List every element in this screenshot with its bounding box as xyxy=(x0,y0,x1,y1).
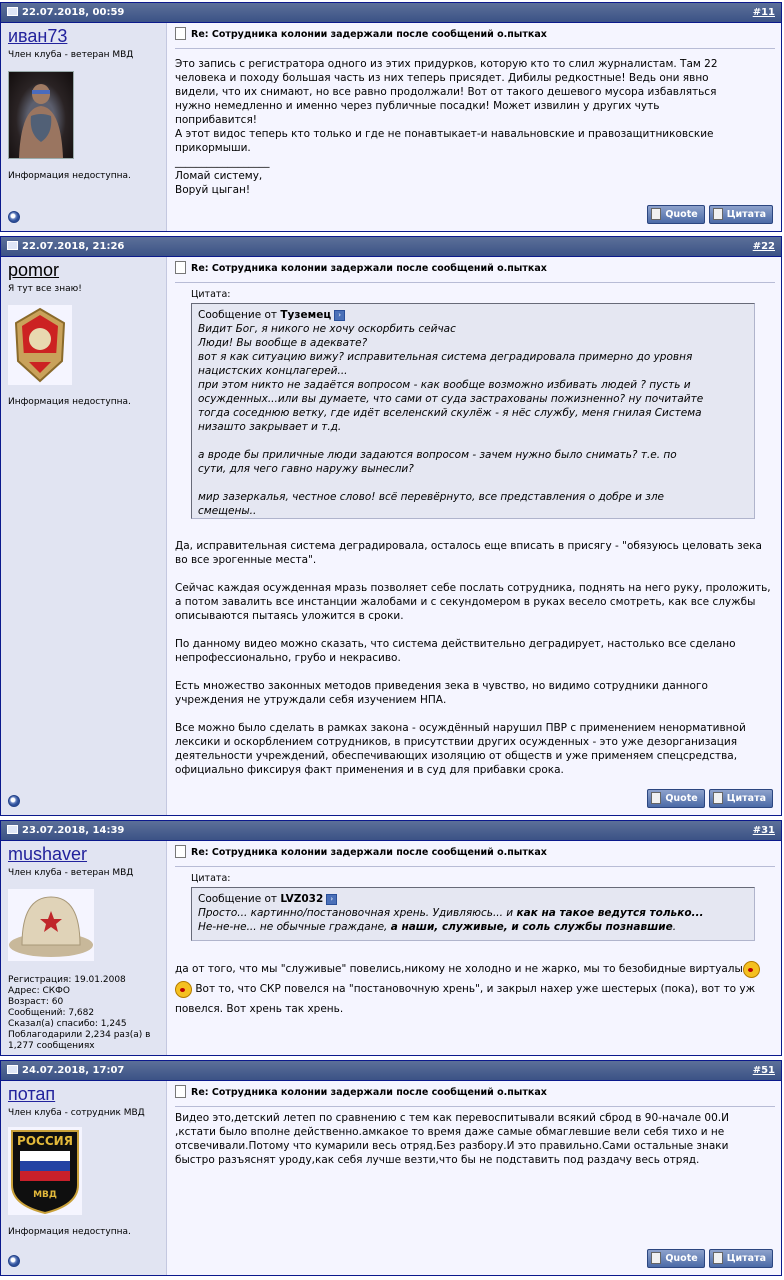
quote-line: низашто закрывает и т.д. xyxy=(198,421,342,433)
post-message xyxy=(175,539,771,791)
post-title: Re: Сотрудника колонии задержали после сообщений о.пытках xyxy=(175,846,547,859)
message-paragraph: Сейчас каждая осужденная мразь позволяет себе послать сотрудника, поднять на него руку, проложить, а потом завалить все инстанции жалобами и с секундомером в руках весело смотреть, как все службы описываются пытаясь уложится в сроки. xyxy=(175,582,771,622)
smiley-icon xyxy=(175,981,192,998)
quote-line xyxy=(198,476,748,490)
message-count: Сообщений: 7,682 xyxy=(8,1008,95,1018)
post-header xyxy=(1,237,781,257)
post-message: Видео это,детский летеп по сравнению с тем как перевоспитывали всякий сброд в 90-начале 00.И ,кстати было вполне действенно.амкакое то время даже самые обмаглевшие вели себя тихо и не отсвечивали.Потому что кумарили весь отряд.Без разбору.И это правильно.Сами остальные знаки быстро разъяснят уроду,как себя лучше везти,что бы не подставить под раздачу весь отряд. xyxy=(175,1112,729,1166)
user-stats xyxy=(8,975,150,1052)
user-panel xyxy=(1,1081,167,1275)
divider xyxy=(175,1106,775,1107)
user-panel xyxy=(1,257,167,815)
message-line: видели, что их снимают, но все равно продолжали! Вот от такого дешевого мусора избавляться xyxy=(175,86,717,98)
post-actions xyxy=(643,205,773,224)
user-title: Я тут все знаю! xyxy=(8,284,82,294)
post-date: 22.07.2018, 00:59 xyxy=(22,7,125,18)
signature-line: Ломай систему, xyxy=(175,170,263,182)
post-date: 23.07.2018, 14:39 xyxy=(22,825,125,836)
user-title: Член клуба - ветеран МВД xyxy=(8,868,134,878)
message-paragraph: Да, исправительная система деградировала, осталось еще вписать в присягу - "обязуюсь целовать зека во все эрогенные места". xyxy=(175,540,762,566)
post-message xyxy=(175,57,771,197)
citation-button[interactable]: Цитата xyxy=(709,789,773,808)
divider xyxy=(175,866,775,867)
quote-line xyxy=(198,434,748,448)
citation-icon xyxy=(713,208,723,220)
smiley-icon xyxy=(743,961,760,978)
multi-quote-button[interactable]: Quote xyxy=(647,1249,704,1268)
multi-quote-button[interactable]: Quote xyxy=(647,205,704,224)
citation-icon xyxy=(713,1252,723,1264)
post-icon xyxy=(7,7,18,16)
user-title: Член клуба - ветеран МВД xyxy=(8,50,134,60)
thanks-given: Сказал(а) спасибо: 1,245 xyxy=(8,1019,127,1029)
user-info: Информация недоступна. xyxy=(8,1227,131,1237)
post-number-link[interactable]: #11 xyxy=(752,7,775,18)
message-paragraph: Все можно было сделать в рамках закона - осуждённый нарушил ПВР с применением ненормативной лексики и оскорблением сотрудников, в присутствии других осужденных - это уже дезорганизация деятельности учреждений, обеспечивающих изоляцию от обществ и уже применяем спецсредства, официально фиксируя факт применения и в суд для прибавки срока. xyxy=(175,722,746,776)
username-link[interactable]: pomor xyxy=(8,260,60,280)
message-paragraph: Есть множество законных методов приведения зека в чувство, но видимо сотрудники данного учреждения не утруждали себя изучением НПА. xyxy=(175,680,708,706)
quote-line: мир зазеркалья, честное слово! всё перевёрнуто, все представления о добре и зле xyxy=(198,491,664,503)
quote-line: сути, для чего гавно наружу вынесли? xyxy=(198,463,414,475)
post-actions xyxy=(643,789,773,808)
quote-icon xyxy=(651,792,661,804)
avatar-image xyxy=(9,72,73,158)
post-11 xyxy=(0,2,782,232)
quote-line: смещены.. xyxy=(198,505,257,517)
view-post-icon[interactable]: › xyxy=(334,310,345,321)
post-date: 22.07.2018, 21:26 xyxy=(22,241,125,252)
post-icon xyxy=(7,825,18,834)
message-line: поприбавится! xyxy=(175,114,257,126)
quote-label: Цитата: xyxy=(191,873,231,884)
quote-block xyxy=(191,303,755,519)
divider xyxy=(175,48,775,49)
message-line: прикормыши. xyxy=(175,142,251,154)
quote-line: Люди! Вы вообще в адеквате? xyxy=(198,337,368,349)
registration-date: Регистрация: 19.01.2008 xyxy=(8,975,126,985)
divider xyxy=(175,282,775,283)
post-title: Re: Сотрудника колонии задержали после сообщений о.пытках xyxy=(175,262,547,275)
user-address: Адрес: СКФО xyxy=(8,986,70,996)
post-icon xyxy=(7,241,18,250)
avatar[interactable] xyxy=(8,71,74,159)
signature-separator: __________________ xyxy=(175,156,270,168)
document-icon xyxy=(175,27,186,40)
quote-label: Цитата: xyxy=(191,289,231,300)
message-line: А этот видос теперь кто только и где не понавтыкает-и навальновские и правозащитниковские xyxy=(175,128,714,140)
mvd-patch-image xyxy=(8,1127,82,1215)
badge-image xyxy=(8,305,72,385)
svg-text:МВД: МВД xyxy=(33,1190,57,1200)
post-header xyxy=(1,1061,781,1081)
quote-line: тогда соседнюю ветку, где идёт вселенский скулёж - я нёс службу, меня гнилая Система xyxy=(198,407,702,419)
post-content xyxy=(167,257,781,815)
post-header xyxy=(1,3,781,23)
multi-quote-button[interactable]: Quote xyxy=(647,789,704,808)
quote-line: Просто... картинно/постановочная хрень. Удивляюсь... и как на такое ведутся только... xyxy=(198,907,704,919)
post-title: Re: Сотрудника колонии задержали после сообщений о.пытках xyxy=(175,28,547,41)
user-info: Информация недоступна. xyxy=(8,397,131,407)
post-actions xyxy=(643,1249,773,1268)
post-content xyxy=(167,1081,781,1275)
online-status-icon xyxy=(8,795,20,807)
quote-line: при этом никто не задаётся вопросом - как вообще возможно избивать людей ? пусть и xyxy=(198,379,691,391)
quote-line: а вроде бы приличные люди задаются вопросом - зачем нужно было снимать? т.е. по xyxy=(198,449,677,461)
post-number-link[interactable]: #51 xyxy=(752,1065,775,1076)
avatar[interactable] xyxy=(8,889,94,961)
online-status-icon xyxy=(8,211,20,223)
message-line: Это запись с регистратора одного из этих придурков, которую кто то слил журналистам. Там 22 xyxy=(175,58,718,70)
quote-block xyxy=(191,887,755,941)
user-panel xyxy=(1,23,167,231)
message-line: нужно немедленно и именно через публичные посадки! Может извилин у других чуть xyxy=(175,100,660,112)
quote-line: вот я как ситуацию вижу? исправительная система деградировала примерно до уровня xyxy=(198,351,693,363)
quote-icon xyxy=(651,208,661,220)
document-icon xyxy=(175,1085,186,1098)
avatar[interactable] xyxy=(8,1127,82,1215)
username-link[interactable]: mushaver xyxy=(8,844,88,864)
message-line: человека и походу большая часть из них теперь присядет. Дибилы редкостные! Ведь они явно xyxy=(175,72,709,84)
quote-line: Видит Бог, я никого не хочу оскорбить сейчас xyxy=(198,323,456,335)
post-51 xyxy=(0,1060,782,1276)
online-status-icon xyxy=(8,1255,20,1267)
user-age: Возраст: 60 xyxy=(8,997,64,1007)
document-icon xyxy=(175,261,186,274)
quote-line: осужденных...или вы думаете, что сами от суда застрахованы пожизненно? ну почитайте xyxy=(198,393,704,405)
post-date: 24.07.2018, 17:07 xyxy=(22,1065,125,1076)
post-31 xyxy=(0,820,782,1056)
post-icon xyxy=(7,1065,18,1074)
document-icon xyxy=(175,845,186,858)
username-link[interactable]: потап xyxy=(8,1084,56,1104)
citation-button[interactable]: Цитата xyxy=(709,205,773,224)
post-header xyxy=(1,821,781,841)
quote-icon xyxy=(651,1252,661,1264)
signature-line: Воруй цыган! xyxy=(175,184,251,196)
thanks-received-posts: 1,277 сообщениях xyxy=(8,1041,95,1051)
quote-line: нацистских концлагерей... xyxy=(198,365,348,377)
avatar[interactable] xyxy=(8,305,72,385)
helmet-image xyxy=(8,889,94,961)
message-paragraph: По данному видео можно сказать, что система действительно деградирует, настолько все сделано непрофессионально, грубо и некрасиво. xyxy=(175,638,736,664)
post-number-link[interactable]: #31 xyxy=(752,825,775,836)
post-content xyxy=(167,23,781,231)
quote-source: Сообщение от LVZ032 › xyxy=(198,892,748,906)
quote-line: Не-не-не... не обычные граждане, а наши, служивые, и соль службы познавшие. xyxy=(198,921,677,933)
citation-button[interactable]: Цитата xyxy=(709,1249,773,1268)
post-number-link[interactable]: #22 xyxy=(752,241,775,252)
post-message: да от того, что мы "служивые" повелись,никому не холодно и не жарко, мы то безобидные виртуалы Вот то, что СКР повелся на "постановочную хрень", и закрыл нахер уже шестерых (пока), вот то уж повелся. Вот хрень так хрень. xyxy=(175,959,771,1019)
thanks-received: Поблагодарили 2,234 раз(а) в xyxy=(8,1030,151,1040)
post-title: Re: Сотрудника колонии задержали после сообщений о.пытках xyxy=(175,1086,547,1099)
user-panel xyxy=(1,841,167,1055)
quote-source: Сообщение от Туземец › xyxy=(198,308,748,322)
username-link[interactable]: иван73 xyxy=(8,26,68,46)
user-title: Член клуба - сотрудник МВД xyxy=(8,1108,145,1118)
svg-text:РОССИЯ: РОССИЯ xyxy=(17,1134,73,1148)
citation-icon xyxy=(713,792,723,804)
user-info: Информация недоступна. xyxy=(8,171,131,181)
post-22 xyxy=(0,236,782,816)
quote-author: Туземец xyxy=(280,309,332,321)
view-post-icon[interactable]: › xyxy=(326,894,337,905)
post-content xyxy=(167,841,781,1055)
quote-author: LVZ032 xyxy=(280,893,324,905)
